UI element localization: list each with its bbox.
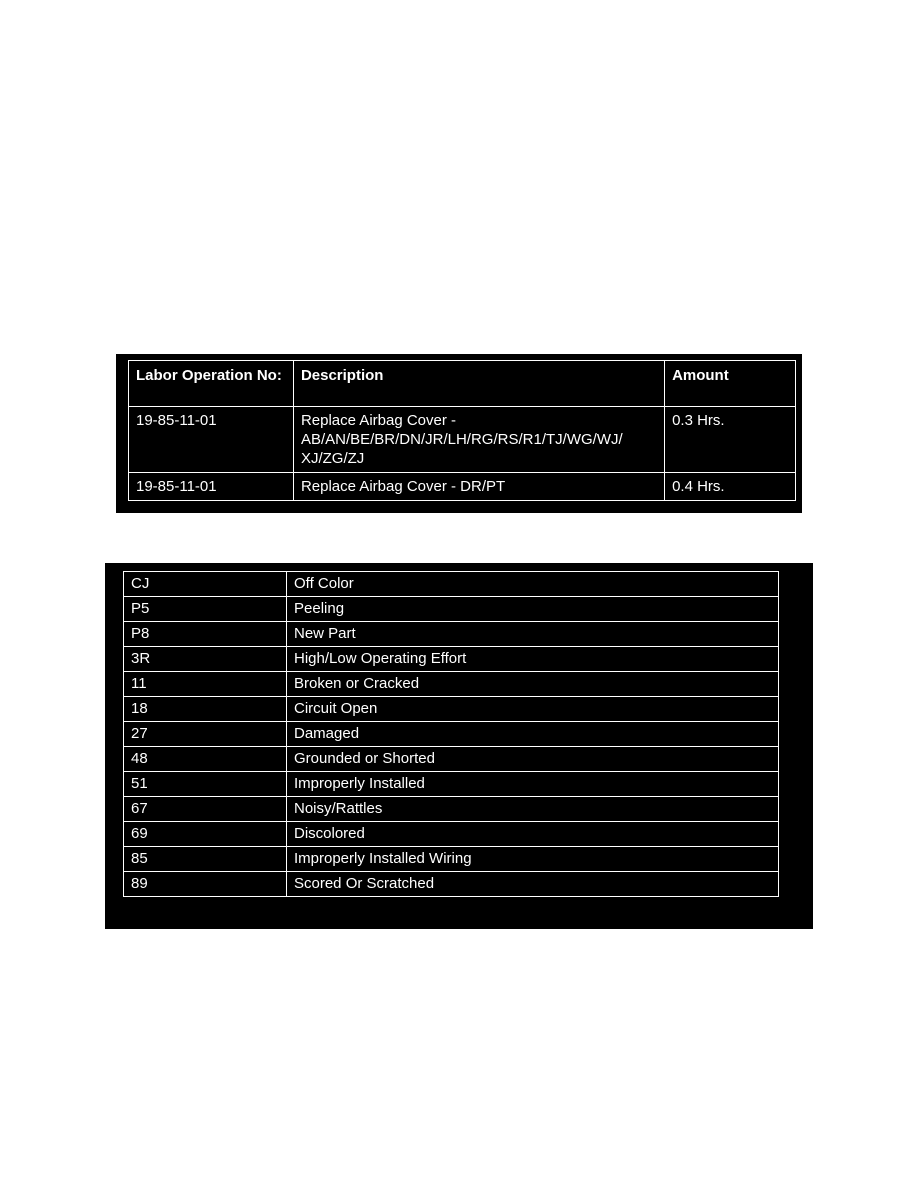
code-cell: 85 [124, 847, 287, 872]
code-cell: 11 [124, 672, 287, 697]
code-description-cell: Discolored [287, 822, 779, 847]
code-description-cell: Damaged [287, 722, 779, 747]
table-row [124, 722, 779, 747]
labor-op-cell: 19-85-11-01 [129, 473, 294, 501]
code-description-cell: High/Low Operating Effort [287, 647, 779, 672]
code-description-cell: Scored Or Scratched [287, 872, 779, 897]
table-row [124, 847, 779, 872]
code-description-cell: Off Color [287, 572, 779, 597]
table-row [124, 797, 779, 822]
code-cell: CJ [124, 572, 287, 597]
code-description-cell: Peeling [287, 597, 779, 622]
code-cell: 51 [124, 772, 287, 797]
table-header-row [129, 361, 796, 407]
table-row [124, 597, 779, 622]
condition-code-panel [105, 563, 813, 929]
table-row [124, 747, 779, 772]
table-row [124, 622, 779, 647]
table-row [124, 572, 779, 597]
table-row [124, 672, 779, 697]
description-cell: Replace Airbag Cover - AB/AN/BE/BR/DN/JR/LH/RG/RS/R1/TJ/WG/WJ/ XJ/ZG/ZJ [293, 407, 664, 473]
description-cell: Replace Airbag Cover - DR/PT [293, 473, 664, 501]
table-row [124, 697, 779, 722]
code-description-cell: Grounded or Shorted [287, 747, 779, 772]
code-cell: 48 [124, 747, 287, 772]
amount-cell: 0.4 Hrs. [665, 473, 796, 501]
code-description-cell: New Part [287, 622, 779, 647]
code-cell: 69 [124, 822, 287, 847]
code-cell: 3R [124, 647, 287, 672]
amount-cell: 0.3 Hrs. [665, 407, 796, 473]
code-description-cell: Broken or Cracked [287, 672, 779, 697]
code-description-cell: Improperly Installed [287, 772, 779, 797]
table-row [124, 822, 779, 847]
table-row [124, 872, 779, 897]
code-description-cell: Improperly Installed Wiring [287, 847, 779, 872]
labor-op-cell: 19-85-11-01 [129, 407, 294, 473]
code-cell: P8 [124, 622, 287, 647]
condition-code-table [123, 571, 779, 897]
table-row [129, 407, 796, 473]
code-cell: P5 [124, 597, 287, 622]
header-amount: Amount [665, 361, 796, 407]
table-row [124, 772, 779, 797]
header-labor-operation: Labor Operation No: [129, 361, 294, 407]
table-row [129, 473, 796, 501]
table-row [124, 647, 779, 672]
code-cell: 18 [124, 697, 287, 722]
code-cell: 89 [124, 872, 287, 897]
code-cell: 67 [124, 797, 287, 822]
code-description-cell: Circuit Open [287, 697, 779, 722]
code-cell: 27 [124, 722, 287, 747]
header-description: Description [293, 361, 664, 407]
labor-operation-panel [116, 354, 802, 513]
code-description-cell: Noisy/Rattles [287, 797, 779, 822]
labor-operation-table [128, 360, 796, 501]
